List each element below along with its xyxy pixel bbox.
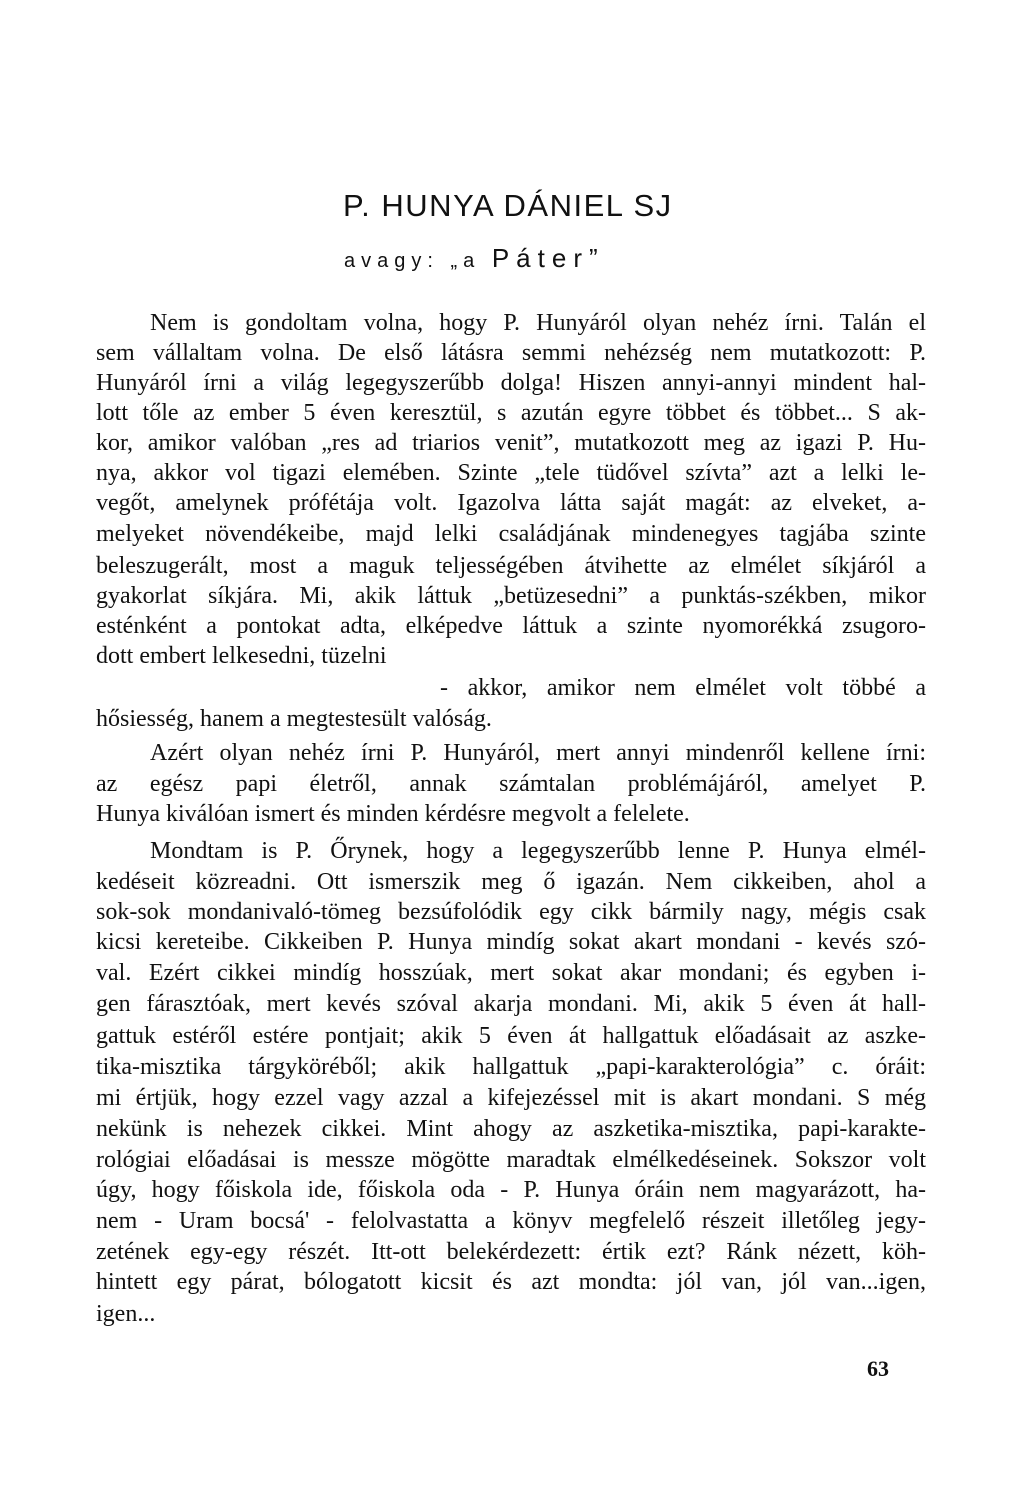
- text-line: val. Ezért cikkei mindíg hosszúak, mert sokat akar mondani; és egyben i-: [96, 960, 926, 986]
- text-line: úgy, hogy főiskola ide, főiskola oda - P. Hunya óráin nem magyarázott, ha-: [96, 1177, 926, 1203]
- text-line: Nem is gondoltam volna, hogy P. Hunyáról olyan nehéz írni. Talán el: [150, 310, 926, 336]
- text-line: nem - Uram bocsá' - felolvastatta a könyv megfelelő részeit illetőleg jegy-: [96, 1208, 926, 1234]
- text-line: zetének egy-egy részét. Itt-ott belekérdezett: értik ezt? Ránk nézett, köh-: [96, 1239, 926, 1265]
- text-line: nekünk is nehezek cikkei. Mint ahogy az aszketika-misztika, papi-karakte-: [96, 1116, 926, 1142]
- page-number: 63: [867, 1356, 889, 1381]
- text-line: melyeket növendékeibe, majd lelki családjának mindenegyes tagjába szinte: [96, 521, 926, 547]
- text-line: Hunya kiválóan ismert és minden kérdésre megvolt a felelete.: [96, 801, 690, 827]
- text-line: lott tőle az ember 5 éven keresztül, s azután egyre többet és többet... S ak-: [96, 400, 926, 426]
- text-line: az egész papi életről, annak számtalan problémájáról, amelyet P.: [96, 771, 926, 797]
- text-line: Azért olyan nehéz írni P. Hunyáról, mert annyi mindenről kellene írni:: [150, 740, 926, 766]
- text-line: esténként a pontokat adta, elképedve láttuk a szinte nyomorékká zsugoro-: [96, 613, 926, 639]
- text-line: sem vállaltam volna. De első látásra semmi nehézség nem mutatkozott: P.: [96, 340, 926, 366]
- text-line: dott embert lelkesedni, tüzelni: [96, 643, 387, 669]
- text-line: vegőt, amelynek prófétája volt. Igazolva látta saját magát: az elveket, a-: [96, 490, 926, 516]
- text-line: kor, amikor valóban „res ad triarios venit”, mutatkozott meg az igazi P. Hu-: [96, 430, 926, 456]
- text-line: hősiesség, hanem a megtestesült valóság.: [96, 706, 492, 732]
- text-line: hintett egy párat, bólogatott kicsit és azt mondta: jól van, jól van...igen,: [96, 1269, 926, 1295]
- text-line: rológiai előadásai is messze mögötte maradtak elmélkedéseinek. Sokszor volt: [96, 1147, 926, 1173]
- text-line: kicsi kereteibe. Cikkeiben P. Hunya mindíg sokat akart mondani - kevés szó-: [96, 929, 926, 955]
- text-line: - akkor, amikor nem elmélet volt többé a: [440, 675, 926, 701]
- text-line: gen fárasztóak, mert kevés szóval akarja mondani. Mi, akik 5 éven át hall-: [96, 991, 926, 1017]
- text-line: mi értjük, hogy ezzel vagy azzal a kifejezéssel mit is akart mondani. S még: [96, 1085, 926, 1111]
- text-line: igen...: [96, 1301, 156, 1327]
- text-line: sok-sok mondanivaló-tömeg bezsúfolódik egy cikk bármily nagy, mégis csak: [96, 899, 926, 925]
- text-line: kedéseit közreadni. Ott ismerszik meg ő igazán. Nem cikkeiben, ahol a: [96, 869, 926, 895]
- text-line: gyakorlat síkjára. Mi, akik láttuk „betüzesedni” a punktás-székben, mikor: [96, 583, 926, 609]
- subtitle-prefix: avagy: „a: [344, 250, 492, 272]
- text-line: nya, akkor vol tigazi elemében. Szinte „tele tüdővel szívta” azt a lelki le-: [96, 460, 926, 486]
- text-line: Mondtam is P. Őrynek, hogy a legegyszerűbb lenne P. Hunya elmél-: [150, 838, 926, 864]
- text-line: Hunyáról írni a világ legegyszerűbb dolga! Hiszen annyi-annyi mindent hal-: [96, 370, 926, 396]
- text-line: gattuk estéről estére pontjait; akik 5 éven át hallgattuk előadásait az aszke-: [96, 1023, 926, 1049]
- article-title: P. HUNYA DÁNIEL SJ: [343, 188, 673, 223]
- text-line: tika-misztika tárgyköréből; akik hallgattuk „papi-karakterológia” c. óráit:: [96, 1054, 926, 1080]
- text-line: beleszugerált, most a maguk teljességében átvihette az elmélet síkjáról a: [96, 553, 926, 579]
- subtitle-main: Páter”: [491, 243, 605, 273]
